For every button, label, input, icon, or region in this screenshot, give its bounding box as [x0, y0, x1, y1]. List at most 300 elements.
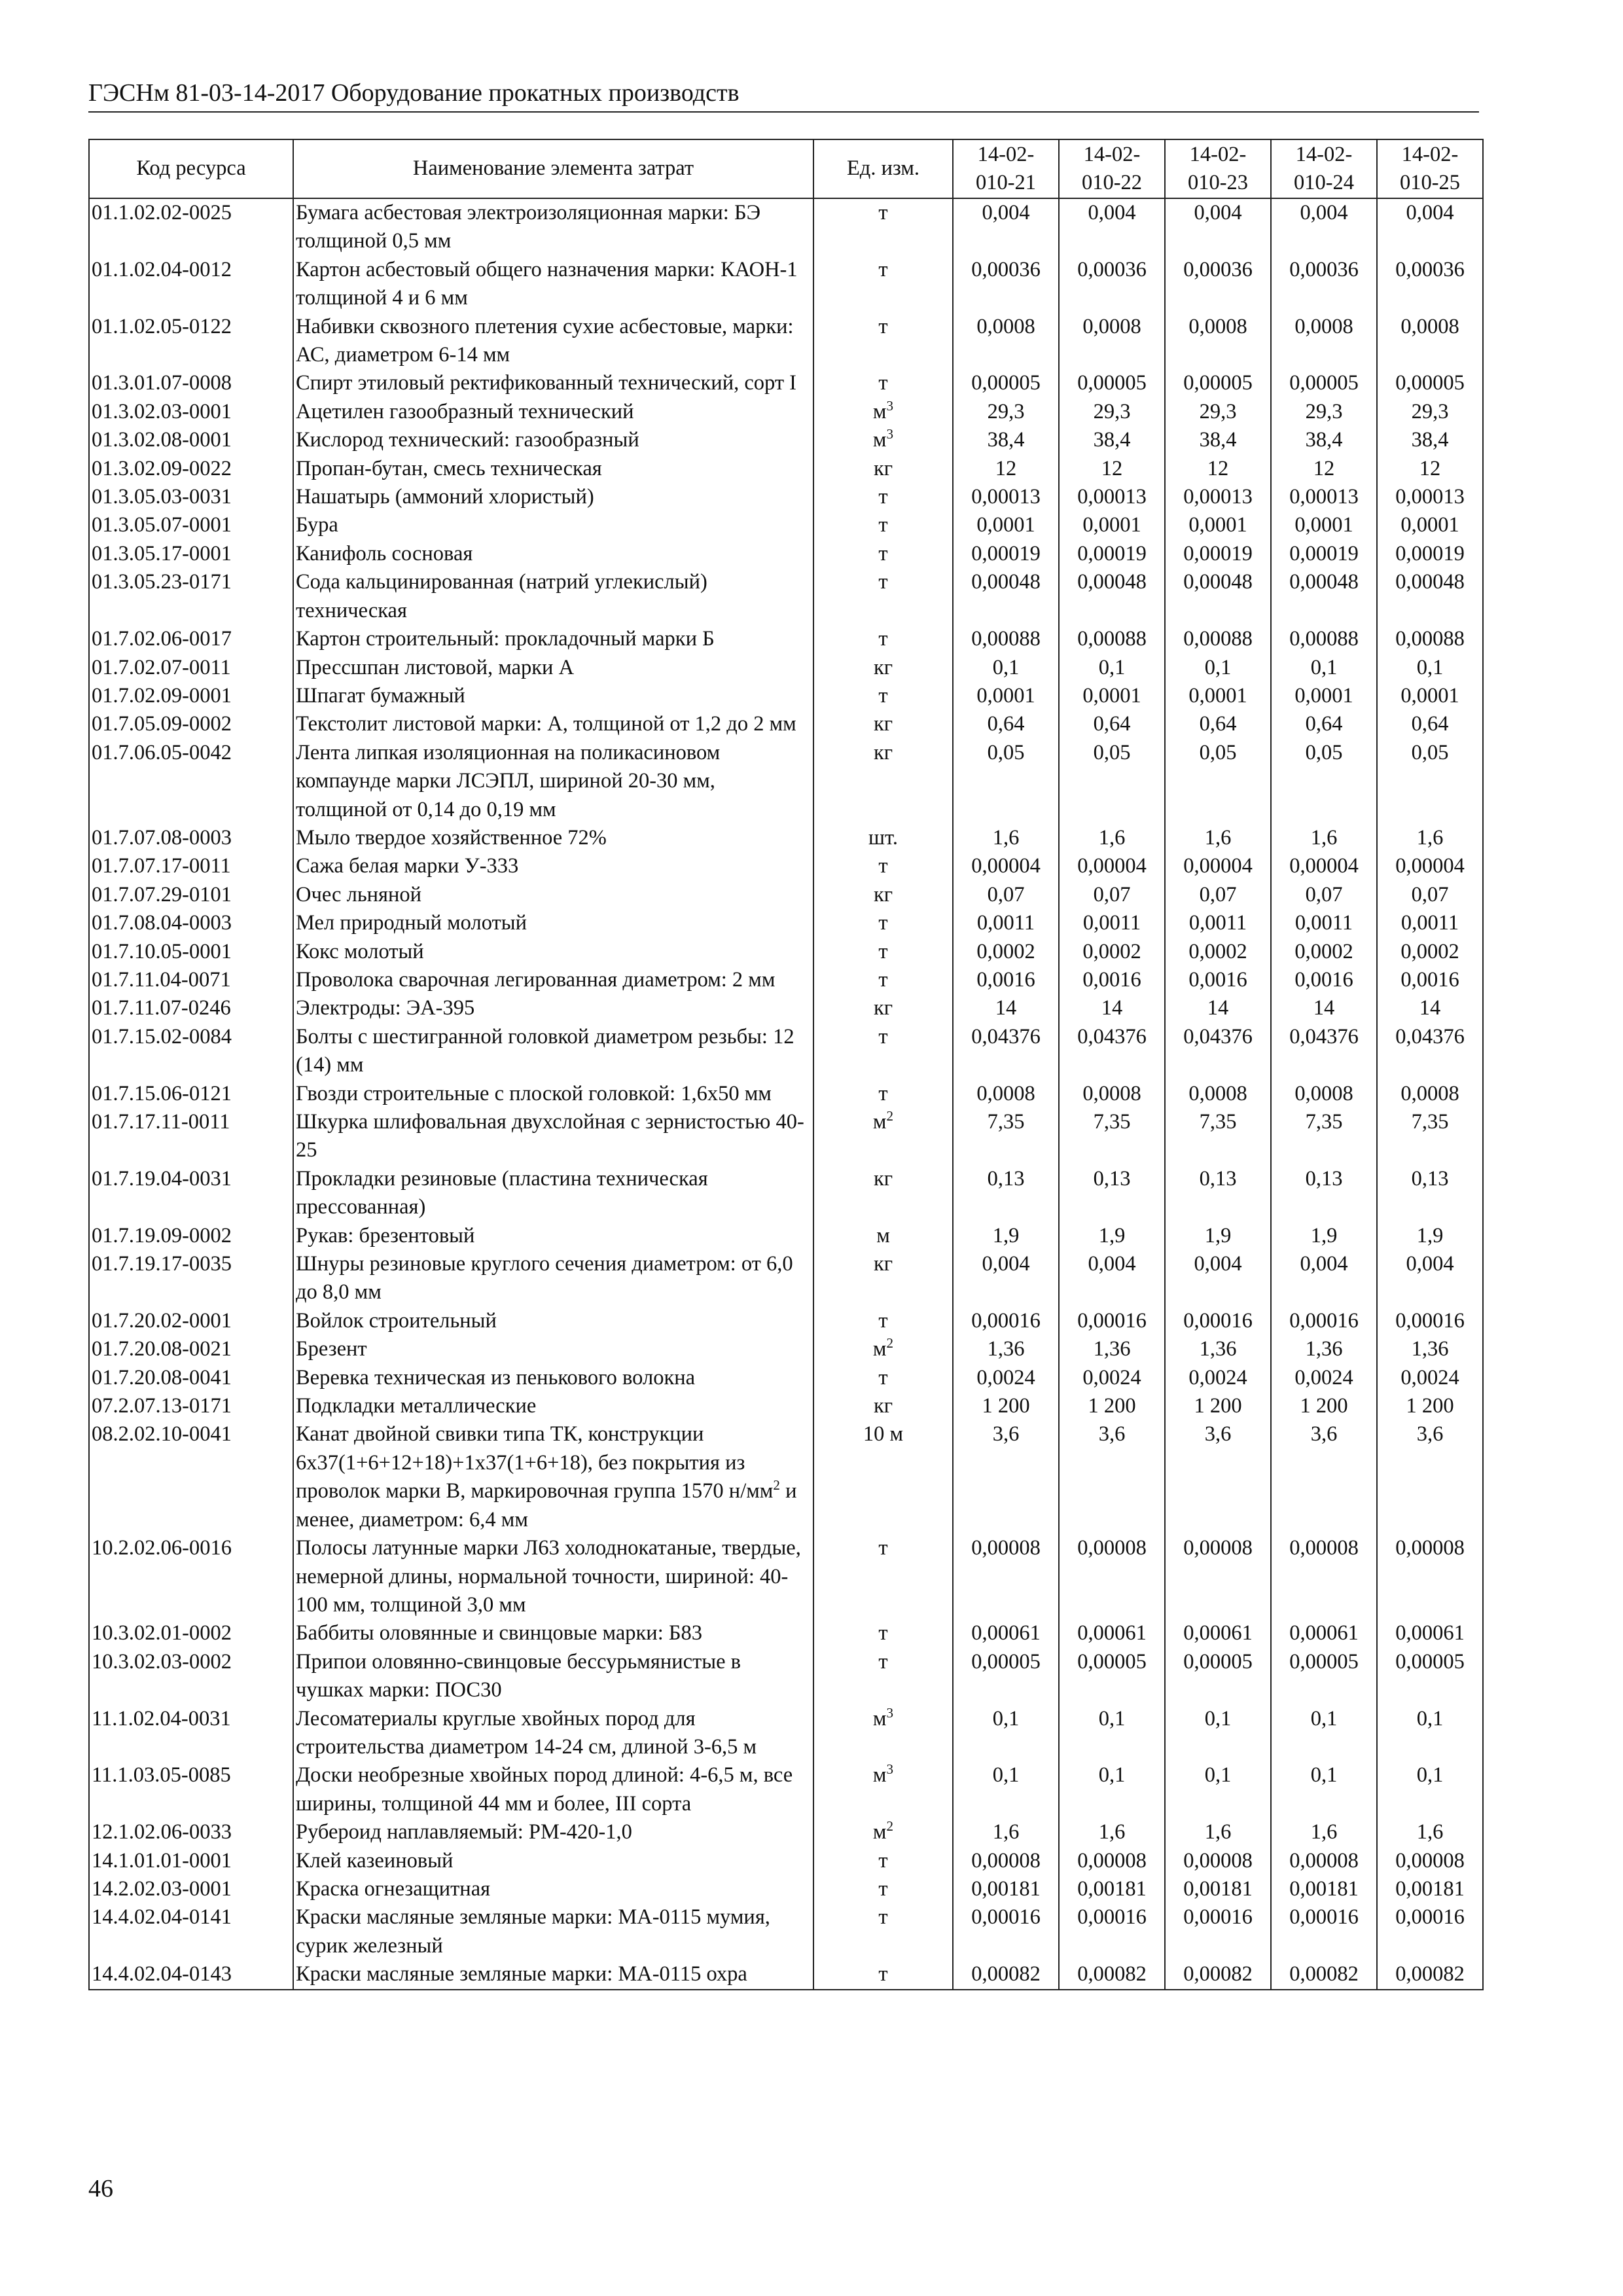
norm-value: 0,00088 — [1059, 625, 1165, 653]
norm-value: 0,00036 — [1271, 256, 1377, 313]
unit-of-measure: $м^2$ — [813, 1818, 953, 1846]
resource-name: Канат двойной свивки типа ТК, конструкции 6x37(1+6+12+18)+1x37(1+6+18), без покрытия из проволок марки В, маркировочная группа 1570 $н/мм^2$ и менее, диаметром: 6,4 мм — [293, 1420, 813, 1534]
resource-code: 01.3.05.23-0171 — [89, 568, 293, 625]
unit-of-measure: кг — [813, 1392, 953, 1420]
table-header — [89, 139, 1483, 198]
resource-name: Картон строительный: прокладочный марки Б — [293, 625, 813, 653]
table-row — [89, 398, 1483, 426]
table-row — [89, 1619, 1483, 1647]
norm-value: 0,1 — [953, 1705, 1059, 1762]
resource-code: 01.7.15.02-0084 — [89, 1023, 293, 1080]
column-header-norm: 14-02- 010-21 — [953, 139, 1059, 198]
norm-value: 3,6 — [1165, 1420, 1271, 1534]
resource-name: Текстолит листовой марки: А, толщиной от 1,2 до 2 мм — [293, 710, 813, 738]
unit-of-measure: шт. — [813, 824, 953, 852]
unit-of-measure: $м^3$ — [813, 1761, 953, 1818]
unit-of-measure: м — [813, 1222, 953, 1250]
resource-code: 01.7.06.05-0042 — [89, 739, 293, 824]
resource-code: 01.7.19.17-0035 — [89, 1250, 293, 1307]
table-row — [89, 739, 1483, 824]
resource-code: 01.7.02.09-0001 — [89, 682, 293, 710]
table-row — [89, 1080, 1483, 1108]
table-row — [89, 1307, 1483, 1335]
norm-value: 0,00008 — [953, 1847, 1059, 1875]
norm-value: 0,0002 — [953, 938, 1059, 966]
table-row — [89, 1648, 1483, 1705]
norm-value: 0,0001 — [1059, 511, 1165, 539]
norm-value: 0,004 — [1271, 1250, 1377, 1307]
norm-value: 0,1 — [1059, 1705, 1165, 1762]
unit-of-measure: т — [813, 1364, 953, 1392]
norm-value: 0,00048 — [953, 568, 1059, 625]
norm-value: 12 — [1377, 455, 1483, 483]
norm-value: 0,00005 — [953, 369, 1059, 397]
norm-value: 0,0008 — [953, 1080, 1059, 1108]
norm-value: 0,00048 — [1059, 568, 1165, 625]
resource-name: Пропан-бутан, смесь техническая — [293, 455, 813, 483]
resource-code: 01.7.20.02-0001 — [89, 1307, 293, 1335]
norm-value: 0,13 — [1059, 1165, 1165, 1222]
resource-code: 01.3.05.03-0031 — [89, 483, 293, 511]
unit-of-measure: $м^3$ — [813, 398, 953, 426]
resource-name: Нашатырь (аммоний хлористый) — [293, 483, 813, 511]
resource-name: Сода кальцинированная (натрий углекислый) техническая — [293, 568, 813, 625]
table-row — [89, 625, 1483, 653]
norm-value: 0,00005 — [1165, 369, 1271, 397]
norm-value: 0,0024 — [1165, 1364, 1271, 1392]
norm-value: 0,0008 — [1377, 1080, 1483, 1108]
norm-value: 1,6 — [953, 824, 1059, 852]
norm-value: 0,00082 — [1165, 1960, 1271, 1989]
unit-of-measure: $м^3$ — [813, 1705, 953, 1762]
table-body — [89, 198, 1483, 1990]
norm-value: 0,004 — [953, 1250, 1059, 1307]
unit-of-measure: кг — [813, 739, 953, 824]
norm-value: 29,3 — [1059, 398, 1165, 426]
table-row — [89, 1222, 1483, 1250]
norm-value: 0,1 — [1377, 1761, 1483, 1818]
table-row — [89, 881, 1483, 909]
resource-name: Рубероид наплавляемый: РМ-420-1,0 — [293, 1818, 813, 1846]
resource-name: Набивки сквозного плетения сухие асбестовые, марки: АС, диаметром 6-14 мм — [293, 313, 813, 370]
resource-code: 01.7.11.04-0071 — [89, 966, 293, 994]
resource-name: Ацетилен газообразный технический — [293, 398, 813, 426]
norm-value: 29,3 — [1165, 398, 1271, 426]
resource-code: 10.2.02.06-0016 — [89, 1534, 293, 1619]
norm-value: 0,004 — [1165, 1250, 1271, 1307]
resource-name: Проволока сварочная легированная диаметром: 2 мм — [293, 966, 813, 994]
norm-value: 1,36 — [953, 1335, 1059, 1363]
norm-value: 0,00008 — [1271, 1847, 1377, 1875]
norm-value: 0,0008 — [1271, 1080, 1377, 1108]
norm-value: 0,00082 — [1271, 1960, 1377, 1989]
norm-value: 38,4 — [1165, 426, 1271, 454]
norm-value: 0,64 — [953, 710, 1059, 738]
unit-of-measure: т — [813, 1619, 953, 1647]
norm-value: 0,13 — [953, 1165, 1059, 1222]
norm-value: 0,00036 — [1165, 256, 1271, 313]
norm-value: 1,9 — [1165, 1222, 1271, 1250]
norm-value: 0,00082 — [1059, 1960, 1165, 1989]
resource-code: 01.3.02.09-0022 — [89, 455, 293, 483]
table-row — [89, 1761, 1483, 1818]
norm-value: 0,004 — [1059, 1250, 1165, 1307]
norm-value: 1,9 — [1271, 1222, 1377, 1250]
norm-value: 3,6 — [1059, 1420, 1165, 1534]
norm-value: 1,6 — [1059, 1818, 1165, 1846]
norm-value: 0,00005 — [1377, 1648, 1483, 1705]
resource-name: Войлок строительный — [293, 1307, 813, 1335]
resource-code: 01.7.02.06-0017 — [89, 625, 293, 653]
resource-name: Клей казеиновый — [293, 1847, 813, 1875]
norm-value: 0,00016 — [1165, 1903, 1271, 1960]
resource-code: 01.7.07.29-0101 — [89, 881, 293, 909]
unit-of-measure: кг — [813, 1165, 953, 1222]
resource-name: Рукав: брезентовый — [293, 1222, 813, 1250]
norm-value: 1,6 — [1377, 1818, 1483, 1846]
page-number: 46 — [88, 2175, 113, 2202]
norm-value: 0,0001 — [1059, 682, 1165, 710]
norm-value: 0,0016 — [1271, 966, 1377, 994]
norm-value: 0,00016 — [953, 1307, 1059, 1335]
resource-code: 01.7.19.09-0002 — [89, 1222, 293, 1250]
unit-of-measure: кг — [813, 710, 953, 738]
unit-of-measure: т — [813, 1960, 953, 1989]
resource-name: Мыло твердое хозяйственное 72% — [293, 824, 813, 852]
table-row — [89, 1335, 1483, 1363]
table-row — [89, 1818, 1483, 1846]
norm-value: 0,00088 — [1271, 625, 1377, 653]
norm-value: 3,6 — [1377, 1420, 1483, 1534]
norm-value: 0,00005 — [1165, 1648, 1271, 1705]
norm-value: 12 — [953, 455, 1059, 483]
table-row — [89, 1960, 1483, 1989]
norm-value: 0,1 — [1165, 1761, 1271, 1818]
table-row — [89, 426, 1483, 454]
table-row — [89, 568, 1483, 625]
norm-value: 14 — [1377, 994, 1483, 1022]
resource-code: 01.3.05.07-0001 — [89, 511, 293, 539]
norm-value: 0,0011 — [953, 909, 1059, 937]
norm-value: 0,00019 — [1059, 540, 1165, 568]
resource-name: Картон асбестовый общего назначения марки: КАОН-1 толщиной 4 и 6 мм — [293, 256, 813, 313]
norm-value: 3,6 — [1271, 1420, 1377, 1534]
unit-of-measure: кг — [813, 994, 953, 1022]
norm-value: 1,6 — [953, 1818, 1059, 1846]
resource-code: 08.2.02.10-0041 — [89, 1420, 293, 1534]
norm-value: 0,00008 — [1059, 1847, 1165, 1875]
norm-value: 0,0001 — [953, 511, 1059, 539]
norm-value: 0,0008 — [1165, 313, 1271, 370]
norm-value: 0,00004 — [1165, 852, 1271, 880]
unit-of-measure: т — [813, 938, 953, 966]
norm-value: 1,6 — [1377, 824, 1483, 852]
norm-value: 1 200 — [1377, 1392, 1483, 1420]
resource-name: Краски масляные земляные марки: МА-0115 мумия, сурик железный — [293, 1903, 813, 1960]
table-row — [89, 1847, 1483, 1875]
norm-value: 0,07 — [1165, 881, 1271, 909]
unit-of-measure: 10 м — [813, 1420, 953, 1534]
norm-value: 1,6 — [1059, 824, 1165, 852]
norm-value: 1,6 — [1165, 824, 1271, 852]
norm-value: 0,00013 — [1271, 483, 1377, 511]
norm-value: 1,6 — [1165, 1818, 1271, 1846]
unit-of-measure: т — [813, 369, 953, 397]
norm-value: 12 — [1271, 455, 1377, 483]
resource-code: 10.3.02.01-0002 — [89, 1619, 293, 1647]
norm-value: 0,00082 — [953, 1960, 1059, 1989]
resource-name: Краска огнезащитная — [293, 1875, 813, 1903]
norm-value: 0,0011 — [1271, 909, 1377, 937]
norm-value: 0,00005 — [1377, 369, 1483, 397]
norm-value: 0,00013 — [1059, 483, 1165, 511]
resource-code: 01.3.05.17-0001 — [89, 540, 293, 568]
norm-value: 0,00019 — [1165, 540, 1271, 568]
table-row — [89, 710, 1483, 738]
norm-value: 0,00088 — [953, 625, 1059, 653]
norm-value: 0,0002 — [1377, 938, 1483, 966]
table-row — [89, 654, 1483, 682]
norm-value: 0,00013 — [1165, 483, 1271, 511]
unit-of-measure: т — [813, 1847, 953, 1875]
resource-name: Краски масляные земляные марки: МА-0115 охра — [293, 1960, 813, 1989]
norm-value: 1,36 — [1271, 1335, 1377, 1363]
resource-name: Припои оловянно-свинцовые бессурьмянистые в чушках марки: ПОС30 — [293, 1648, 813, 1705]
resource-code: 12.1.02.06-0033 — [89, 1818, 293, 1846]
resource-code: 01.1.02.02-0025 — [89, 198, 293, 256]
table-row — [89, 994, 1483, 1022]
norm-value: 7,35 — [953, 1108, 1059, 1165]
resource-name: Бумага асбестовая электроизоляционная марки: БЭ толщиной 0,5 мм — [293, 198, 813, 256]
norm-value: 0,00005 — [1271, 369, 1377, 397]
norm-value: 0,1 — [1165, 654, 1271, 682]
norm-value: 29,3 — [1377, 398, 1483, 426]
resource-name: Сажа белая марки У-333 — [293, 852, 813, 880]
norm-value: 1 200 — [1271, 1392, 1377, 1420]
norm-value: 12 — [1165, 455, 1271, 483]
norm-value: 0,05 — [1059, 739, 1165, 824]
resource-code: 01.3.01.07-0008 — [89, 369, 293, 397]
resource-code: 01.7.15.06-0121 — [89, 1080, 293, 1108]
norm-value: 0,00082 — [1377, 1960, 1483, 1989]
norm-value: 0,07 — [1271, 881, 1377, 909]
norm-value: 0,004 — [1059, 198, 1165, 256]
norm-value: 0,00004 — [1271, 852, 1377, 880]
resource-name: Очес льняной — [293, 881, 813, 909]
norm-value: 0,00036 — [953, 256, 1059, 313]
resource-code: 01.7.11.07-0246 — [89, 994, 293, 1022]
unit-of-measure: кг — [813, 881, 953, 909]
norm-value: 0,0001 — [1377, 511, 1483, 539]
norm-value: 0,00016 — [1377, 1903, 1483, 1960]
norm-value: 0,0016 — [1377, 966, 1483, 994]
norm-value: 1,9 — [1059, 1222, 1165, 1250]
column-header-code: Код ресурса — [89, 139, 293, 198]
norm-value: 0,1 — [1377, 1705, 1483, 1762]
norm-value: 38,4 — [1059, 426, 1165, 454]
norm-value: 0,04376 — [953, 1023, 1059, 1080]
norm-value: 0,004 — [1165, 198, 1271, 256]
resource-name: Канифоль сосновая — [293, 540, 813, 568]
norm-value: 0,00048 — [1271, 568, 1377, 625]
unit-of-measure: кг — [813, 455, 953, 483]
norm-value: 0,0001 — [1271, 511, 1377, 539]
norm-value: 0,00088 — [1165, 625, 1271, 653]
norm-value: 0,00008 — [1271, 1534, 1377, 1619]
norm-value: 0,05 — [1377, 739, 1483, 824]
norm-value: 29,3 — [953, 398, 1059, 426]
resource-code: 01.7.10.05-0001 — [89, 938, 293, 966]
norm-value: 1,6 — [1271, 1818, 1377, 1846]
norm-value: 0,1 — [1059, 654, 1165, 682]
resource-name: Спирт этиловый ректификованный технический, сорт I — [293, 369, 813, 397]
norm-value: 0,00181 — [953, 1875, 1059, 1903]
norm-value: 0,04376 — [1271, 1023, 1377, 1080]
resource-name: Полосы латунные марки Л63 холоднокатаные, твердые, немерной длины, нормальной точности, шириной: 40-100 мм, толщиной 3,0 мм — [293, 1534, 813, 1619]
table-row — [89, 966, 1483, 994]
norm-value: 0,00181 — [1271, 1875, 1377, 1903]
table-row — [89, 824, 1483, 852]
norm-value: 0,004 — [1271, 198, 1377, 256]
resource-name: Брезент — [293, 1335, 813, 1363]
norm-value: 0,0008 — [1059, 1080, 1165, 1108]
table-row — [89, 1023, 1483, 1080]
norm-value: 0,05 — [1271, 739, 1377, 824]
norm-value: 0,0002 — [1271, 938, 1377, 966]
norm-value: 1,9 — [953, 1222, 1059, 1250]
resource-name: Кислород технический: газообразный — [293, 426, 813, 454]
norm-value: 0,00016 — [1271, 1307, 1377, 1335]
norm-value: 0,0024 — [1377, 1364, 1483, 1392]
resource-name: Болты с шестигранной головкой диаметром резьбы: 12 (14) мм — [293, 1023, 813, 1080]
resource-code: 11.1.03.05-0085 — [89, 1761, 293, 1818]
norm-value: 0,00088 — [1377, 625, 1483, 653]
table-row — [89, 483, 1483, 511]
resource-code: 01.7.08.04-0003 — [89, 909, 293, 937]
norm-value: 0,00008 — [1165, 1534, 1271, 1619]
norm-value: 1,36 — [1377, 1335, 1483, 1363]
norm-value: 0,004 — [1377, 198, 1483, 256]
unit-of-measure: т — [813, 909, 953, 937]
resource-code: 14.4.02.04-0141 — [89, 1903, 293, 1960]
norm-value: 0,00005 — [1059, 1648, 1165, 1705]
norm-value: 0,0001 — [1377, 682, 1483, 710]
norm-value: 0,00061 — [953, 1619, 1059, 1647]
table-row — [89, 1875, 1483, 1903]
resource-code: 10.3.02.03-0002 — [89, 1648, 293, 1705]
norm-value: 0,13 — [1271, 1165, 1377, 1222]
norm-value: 0,1 — [1059, 1761, 1165, 1818]
norm-value: 0,00016 — [1059, 1903, 1165, 1960]
norm-value: 0,00181 — [1165, 1875, 1271, 1903]
norm-value: 0,0008 — [1271, 313, 1377, 370]
norm-value: 0,07 — [1377, 881, 1483, 909]
column-header-norm: 14-02- 010-25 — [1377, 139, 1483, 198]
unit-of-measure: т — [813, 198, 953, 256]
norm-value: 0,0016 — [1059, 966, 1165, 994]
unit-of-measure: т — [813, 511, 953, 539]
resource-code: 14.2.02.03-0001 — [89, 1875, 293, 1903]
norm-value: 3,6 — [953, 1420, 1059, 1534]
resource-name: Бура — [293, 511, 813, 539]
table-row — [89, 1108, 1483, 1165]
norm-value: 0,00008 — [1059, 1534, 1165, 1619]
norm-value: 0,00008 — [1377, 1847, 1483, 1875]
norm-value: 0,1 — [953, 1761, 1059, 1818]
unit-of-measure: т — [813, 1080, 953, 1108]
norm-value: 0,00016 — [1165, 1307, 1271, 1335]
norm-value: 1 200 — [1059, 1392, 1165, 1420]
norm-value: 14 — [1271, 994, 1377, 1022]
table-row — [89, 1250, 1483, 1307]
unit-of-measure: т — [813, 1875, 953, 1903]
norm-value: 0,05 — [1165, 739, 1271, 824]
norm-value: 0,0024 — [1059, 1364, 1165, 1392]
table-row — [89, 1165, 1483, 1222]
norm-value: 1 200 — [953, 1392, 1059, 1420]
norm-value: 7,35 — [1059, 1108, 1165, 1165]
norm-value: 0,13 — [1165, 1165, 1271, 1222]
norm-value: 0,07 — [1059, 881, 1165, 909]
norm-value: 0,1 — [1271, 654, 1377, 682]
resource-name: Шнуры резиновые круглого сечения диаметром: от 6,0 до 8,0 мм — [293, 1250, 813, 1307]
norm-value: 0,64 — [1165, 710, 1271, 738]
unit-of-measure: т — [813, 1534, 953, 1619]
resource-code: 01.1.02.04-0012 — [89, 256, 293, 313]
norm-value: 1 200 — [1165, 1392, 1271, 1420]
norm-value: 0,00013 — [953, 483, 1059, 511]
norm-value: 0,00008 — [1165, 1847, 1271, 1875]
resource-code: 01.7.20.08-0041 — [89, 1364, 293, 1392]
resource-code: 01.3.02.03-0001 — [89, 398, 293, 426]
table-row — [89, 1903, 1483, 1960]
norm-value: 0,1 — [1377, 654, 1483, 682]
table-row — [89, 198, 1483, 256]
norm-value: 0,00005 — [1271, 1648, 1377, 1705]
norm-value: 0,1 — [1271, 1705, 1377, 1762]
resource-name: Мел природный молотый — [293, 909, 813, 937]
resource-name: Прессшпан листовой, марки А — [293, 654, 813, 682]
unit-of-measure: т — [813, 852, 953, 880]
norm-value: 0,1 — [1165, 1705, 1271, 1762]
norm-value: 0,0001 — [1165, 511, 1271, 539]
norm-value: 0,00016 — [953, 1903, 1059, 1960]
unit-of-measure: т — [813, 256, 953, 313]
table-row — [89, 1420, 1483, 1534]
norm-value: 0,00036 — [1059, 256, 1165, 313]
table-row — [89, 852, 1483, 880]
norm-value: 0,00005 — [953, 1648, 1059, 1705]
resource-code: 01.1.02.05-0122 — [89, 313, 293, 370]
norm-value: 1,6 — [1271, 824, 1377, 852]
norm-value: 0,00016 — [1059, 1307, 1165, 1335]
unit-of-measure: т — [813, 625, 953, 653]
resource-name: Электроды: ЭА-395 — [293, 994, 813, 1022]
norm-value: 0,0008 — [953, 313, 1059, 370]
norm-value: 7,35 — [1165, 1108, 1271, 1165]
norm-value: 0,07 — [953, 881, 1059, 909]
table-row — [89, 1364, 1483, 1392]
resource-code: 14.1.01.01-0001 — [89, 1847, 293, 1875]
resource-name: Веревка техническая из пенькового волокна — [293, 1364, 813, 1392]
norm-value: 0,0001 — [1271, 682, 1377, 710]
resource-name: Прокладки резиновые (пластина техническая прессованная) — [293, 1165, 813, 1222]
table-row — [89, 682, 1483, 710]
unit-of-measure: т — [813, 540, 953, 568]
resource-code: 11.1.02.04-0031 — [89, 1705, 293, 1762]
unit-of-measure: $м^3$ — [813, 426, 953, 454]
resource-name: Лента липкая изоляционная на поликасиновом компаунде марки ЛСЭПЛ, шириной 20-30 мм, толщиной от 0,14 до 0,19 мм — [293, 739, 813, 824]
